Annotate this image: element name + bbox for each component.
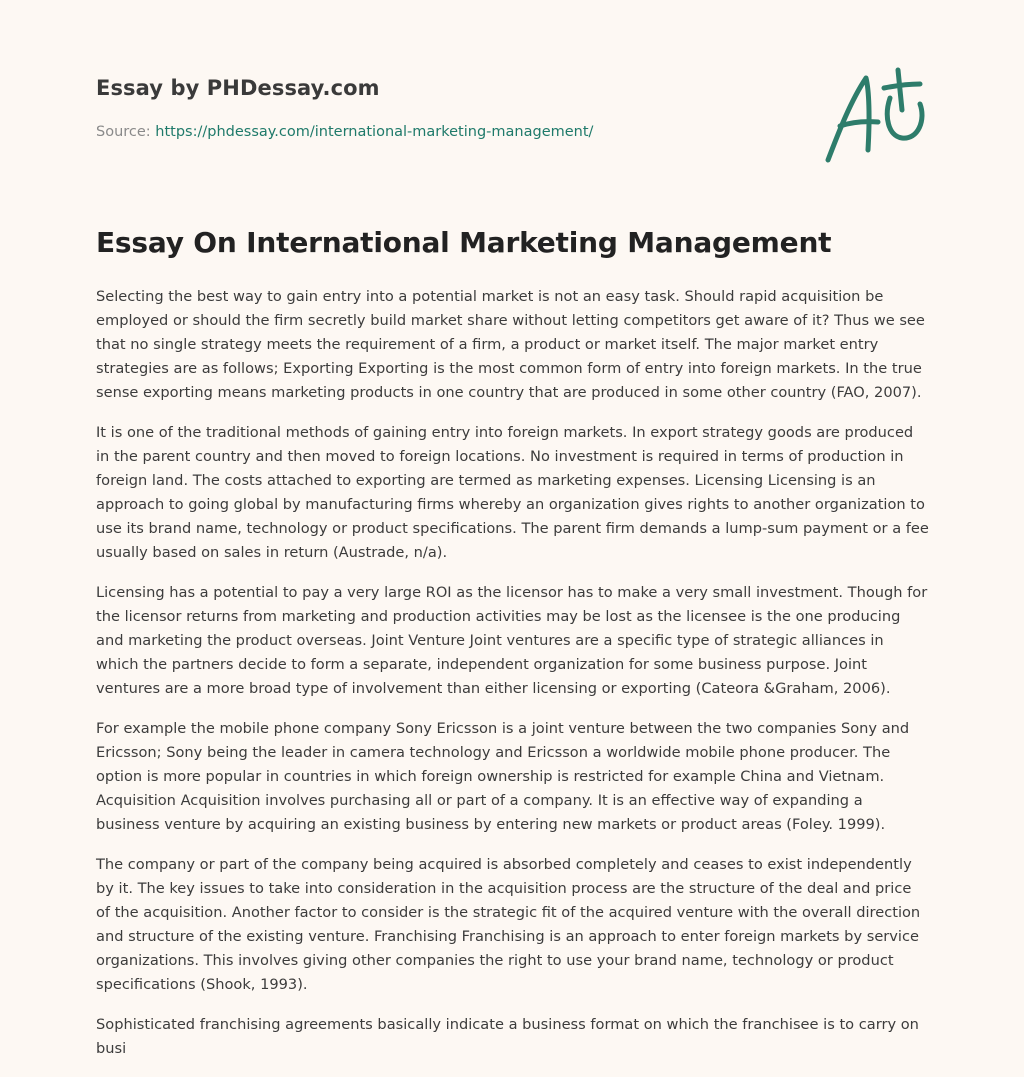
essay-body (96, 285, 930, 1077)
essay-paragraph: Selecting the best way to gain entry into a potential market is not an easy task. Should rapid acquisition be employed or should the firm secretly build market share without letting competitors get aware of it? Thus we see that no single strategy meets the requirement of a firm, a product or market itself. The major market entry strategies are as follows; Exporting Exporting is the most common form of entry into foreign markets. In the true sense exporting means marketing products in one country that are produced in some other country (FAO, 2007). (96, 288, 925, 401)
source-label: Source: (96, 124, 156, 140)
brand-title: Essay by PHDessay.com (96, 76, 380, 100)
essay-paragraph: Licensing has a potential to pay a very large ROI as the licensor has to make a very small investment. Though for the licensor returns from marketing and production activities may be lost as the licensee is the one producing and marketing the product overseas. Joint Venture Joint ventures are a specific type of strategic alliances in which the partners decide to form a separate, independent organization for some business purpose. Joint ventures are a more broad type of involvement than either licensing or exporting (Cateora &Graham, 2006). (96, 584, 928, 697)
essay-paragraph: For example the mobile phone company Sony Ericsson is a joint venture between the two companies Sony and Ericsson; Sony being the leader in camera technology and Ericsson a worldwide mobile phone producer. The option is more popular in countries in which foreign ownership is restricted for example China and Vietnam. Acquisition Acquisition involves purchasing all or part of a company. It is an effective way of expanding a business venture by acquiring an existing business by entering new markets or product areas (Foley. 1999). (96, 720, 910, 833)
essay-paragraph: The company or part of the company being acquired is absorbed completely and ceases to exist independently by it. The key issues to take into consideration in the acquisition process are the structure of the deal and price of the acquisition. Another factor to consider is the strategic fit of the acquired venture with the overall direction and structure of the existing venture. Franchising Franchising is an approach to enter foreign markets by service organizations. This involves giving other companies the right to use your brand name, technology or product specifications (Shook, 1993). (96, 856, 921, 993)
page-header (96, 0, 928, 200)
source-link[interactable]: https://phdessay.com/international-marketing-management/ (155, 124, 594, 140)
essay-page (96, 0, 929, 1057)
source-line (96, 124, 593, 140)
essay-title: Essay On International Marketing Management (96, 226, 832, 259)
essay-paragraph: It is one of the traditional methods of gaining entry into foreign markets. In export strategy goods are produced in the parent country and then moved to foreign locations. No investment is required in terms of production in foreign land. The costs attached to exporting are termed as marketing expenses. Licensing Licensing is an approach to going global by manufacturing firms whereby an organization gives rights to another organization to use its brand name, technology or product specifications. The parent firm demands a lump-sum payment or a fee usually based on sales in return (Austrade, n/a). (96, 424, 929, 561)
a-plus-logo-icon (822, 64, 932, 168)
essay-paragraph: Sophisticated franchising agreements basically indicate a business format on which the franchisee is to carry on busi (96, 1016, 919, 1057)
